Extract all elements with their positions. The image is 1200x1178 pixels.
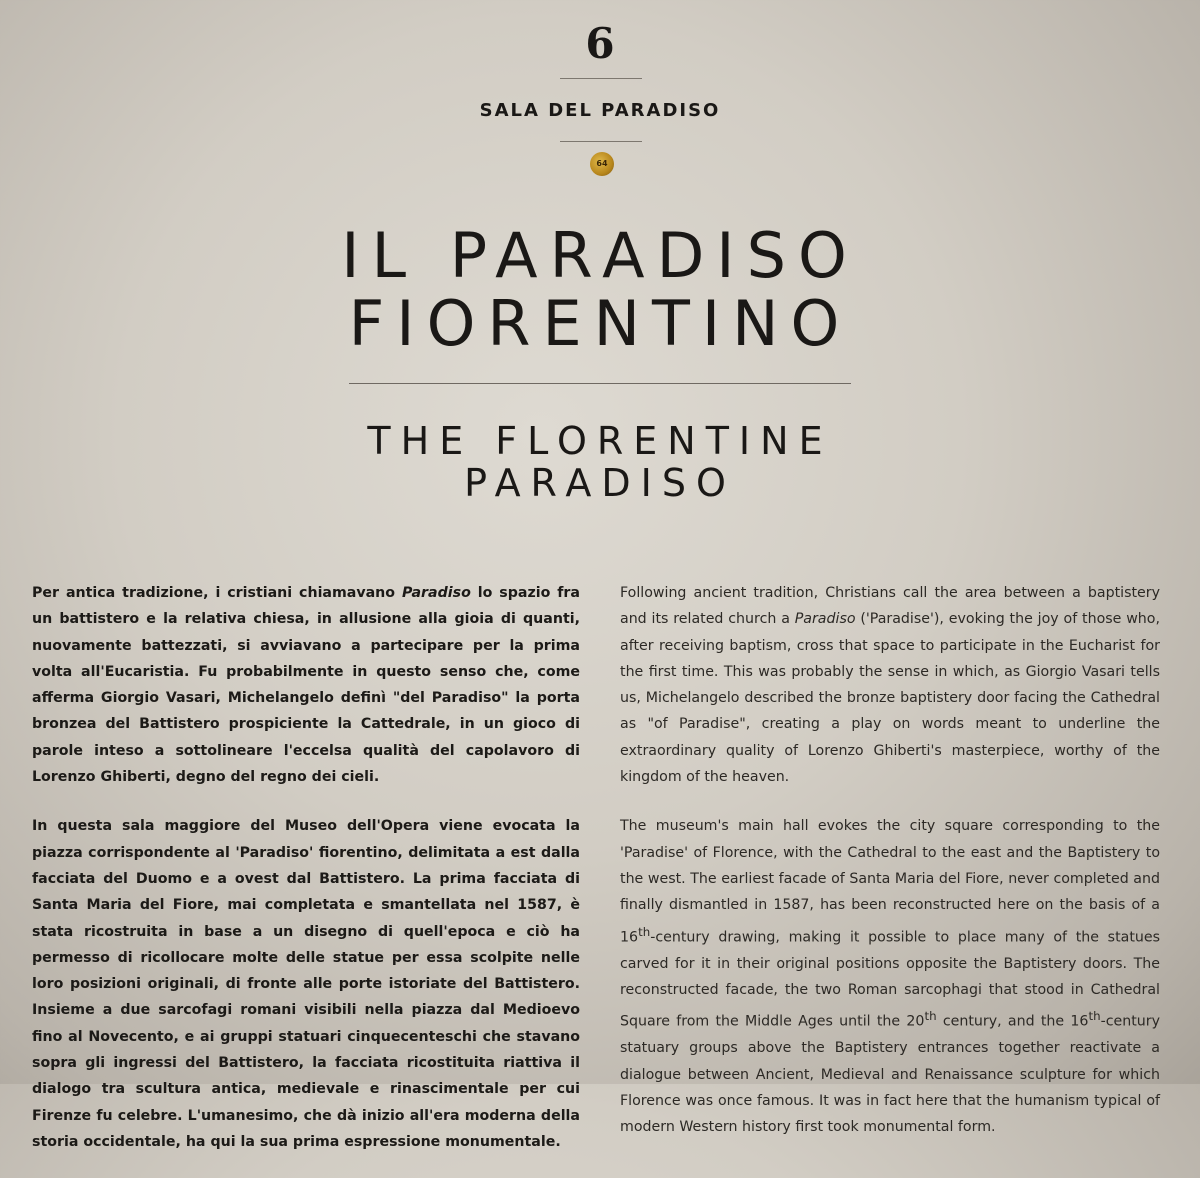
divider-mid: [560, 141, 642, 142]
title-italian-line-1: IL PARADISO: [341, 219, 859, 292]
english-text-column: [620, 580, 1160, 1163]
english-paragraph-2: The museum's main hall evokes the city square corresponding to the 'Paradise' of Florence, with the Cathedral to the east and the Baptistery to the west. The earliest facade of Santa Maria del Fiore, never completed and finally dismantled in 1587, has been reconstructed here on the basis of a 16th-century drawing, making it possible to place many of the statues carved for it in their original positions opposite the Baptistery doors. The reconstructed facade, the two Roman sarcophagi that stood in Cathedral Square from the Middle Ages until the 20th century, and the 16th-century statuary groups above the Baptistery entrances together reactivate a dialogue between Ancient, Medieval and Renaissance sculpture for which Florence was once famous. It was in fact here that the humanism typical of modern Western history first took monumental form.: [620, 818, 1161, 1136]
room-number: 6: [585, 19, 615, 68]
title-italian-line-2: FIORENTINO: [348, 287, 852, 360]
italian-text-column: [32, 580, 580, 1178]
english-paragraph-1: Following ancient tradition, Christians call the area between a baptistery and its related church a Paradiso ('Paradise'), evoking the joy of those who, after receiving baptism, cross that space to participate in the Eucharist for the first time. This was probably the sense in which, as Giorgio Vasari tells us, Michelangelo described the bronze baptistery door facing the Cathedral as "of Paradise", creating a play on words meant to underline the extraordinary quality of Lorenzo Ghiberti's masterpiece, worthy of the kingdom of the heaven.: [620, 585, 1160, 786]
title-divider: [349, 383, 851, 384]
title-english-line-2: PARADISO: [464, 461, 736, 505]
room-name: SALA DEL PARADISO: [479, 100, 721, 121]
title-english-line-1: THE FLORENTINE: [367, 419, 833, 463]
divider-top: [560, 78, 642, 79]
title-italian: [0, 219, 1200, 360]
italian-paragraph-2: In questa sala maggiore del Museo dell'Opera viene evocata la piazza corrispondente al 'Paradiso' fiorentino, delimitata a est dalla facciata del Duomo e a ovest dal Battistero. La prima facciata di Santa Maria del Fiore, mai completata e smantellata nel 1587, è stata ricostruita in base a un disegno di quell'epoca e ciò ha permesso di ricollocare molte delle statue per essa scolpite nelle loro posizioni originali, di fronte alle porte istoriate del Battistero. Insieme a due sarcofagi romani visibili nella piazza dal Medioevo fino al Novecento, e ai gruppi statuari cinquecenteschi che stavano sopra gli ingressi del Battistero, la facciata ricostituita riattiva il dialogo tra scultura antica, medievale e rinascimentale per cui Firenze fu celebre. L'umanesimo, che dà inizio all'era moderna della storia occidentale, ha qui la sua prima espressione monumentale.: [32, 818, 580, 1150]
title-english: [0, 420, 1200, 504]
italian-paragraph-1: Per antica tradizione, i cristiani chiamavano Paradiso lo spazio fra un battistero e la relativa chiesa, in allusione alla gioia di quanti, nuovamente battezzati, si avviavano a partecipare per la prima volta all'Eucaristia. Fu probabilmente in questo senso che, come afferma Giorgio Vasari, Michelangelo definì "del Paradiso" la porta bronzea del Battistero prospiciente la Cattedrale, in un gioco di parole inteso a sottolineare l'eccelsa qualità del capolavoro di Lorenzo Ghiberti, degno del regno dei cieli.: [32, 585, 580, 786]
medal-icon: 64: [590, 152, 614, 176]
